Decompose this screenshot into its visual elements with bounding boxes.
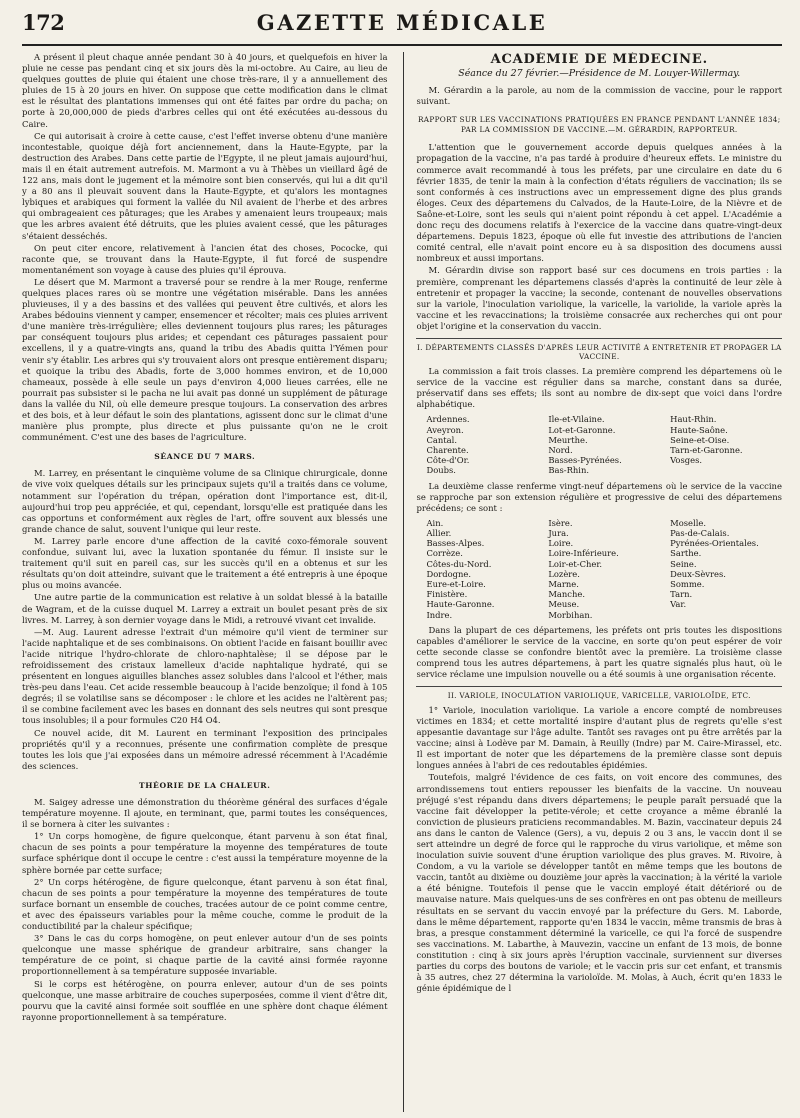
section-heading-seance: SÉANCE DU 7 MARS. (154, 452, 256, 462)
department-cell: Aveyron. (426, 424, 464, 435)
paragraph: —M. Aug. Laurent adresse l'extrait d'un mémoire qu'il vient de terminer sur l'acide naphtalique et de ses combinaisons. On obtient l'acide en faisant bouillir avec l'acide nitrique l'hydro-chlorate de chloro-naphtalèse; il se dépose par le refroidissement des cristaux lamelleux d'acide naphtalique hydraté, qui se présentent en longues aiguilles blanches assez solubles dans l'alcool et l'éther, mais très-peu dans l'eau. Cet acide ressemble beaucoup à l'acide benzoïque; il fond à 105 degrés; il se volatilise sans se décomposer : le chlore et les acides ne l'altèrent pas; il se combine facilement avec les bases en donnant des sels neutres qui sont presque tous insolubles; il a pour formules C20 H4 O4. (22, 626, 388, 726)
department-cell: Allier. (426, 528, 452, 539)
department-cell: Meuse. (548, 599, 580, 610)
department-cell: Lot-et-Garonne. (548, 424, 616, 435)
department-cell: Moselle. (670, 517, 706, 528)
department-cell: Morbihan. (548, 609, 593, 620)
section-heading-chaleur: THÉORIE DE LA CHALEUR. (139, 780, 271, 790)
horizontal-rule (416, 338, 782, 339)
paragraph: Une autre partie de la communication est relative à un soldat blessé à la bataille de Wagram, et de la cuisse duquel M. Larrey a extrait un boulet pesant près de six livres. M. Larrey, à son dernier voyage dans le Midi, a retrouvé vivant cet invalide. (22, 592, 388, 625)
page-number: 172 (22, 10, 65, 35)
department-cell: Loir-et-Cher. (548, 558, 603, 569)
paragraph: A présent il pleut chaque année pendant 30 à 40 jours, et quelquefois en hiver la pluie ne cesse pas pendant cinq et six jours dès la mi-octobre. Au Caire, au lieu de quelques gouttes de pluie qui étaient une chose très-rare, il y a annuellement des pluies de 15 à 20 jours en hiver. On suppose que cette modification dans le climat est le résultat des plantations immenses qui ont été faites par ordre du pacha; on porte à 20,000,000 de pieds d'arbres celles qui ont été exécutées au-dessous du Caire. (22, 52, 388, 129)
department-cell: Loire-Inférieure. (548, 548, 619, 559)
horizontal-rule (416, 686, 782, 687)
table-row (416, 538, 782, 548)
paragraph: Dans la plupart de ces départemens, les préfets ont pris toutes les dispositions capables d'améliorer le service de la vaccine, en sorte qu'on peut espérer de voir cette seconde classe se confondre bientôt avec la première. La troisième classe comprend tous les autres départemens, à part les quatre signalés plus haut, où le service réclame une impulsion nouvelle ou a été soumis à une organisation récente. (416, 624, 782, 680)
department-cell: Vosges. (670, 455, 703, 466)
department-cell: Var. (670, 599, 687, 610)
table-row (416, 465, 782, 475)
table-row (416, 559, 782, 569)
table-row (416, 579, 782, 589)
second-class-table (416, 518, 782, 620)
paragraph: 3° Dans le cas du corps homogène, on peut enlever autour d'un de ses points quelconque une masse sphérique de grandeur arbitraire, sans changer la température de ce point, si chaque partie de la cavité ainsi formée rayonne proportionnellement à sa température supposée invariable. (22, 933, 388, 977)
department-cell: Haute-Garonne. (426, 599, 495, 610)
paragraph: M. Larrey, en présentant le cinquième volume de sa Clinique chirurgicale, donne de vive voix quelques détails sur les principaux sujets qu'il a traités dans ce volume, notamment sur l'opération du trépan, opération dont l'importance est, dit-il, aujourd'hui trop peu appréciée, et qui, cependant, lorsqu'elle est pratiquée dans les cas opportuns et conformément aux règles de l'art, offre souvent aux blessés une grande chance de salut, souvent l'unique qui leur reste. (22, 468, 388, 534)
table-row (416, 569, 782, 579)
department-cell: Pas-de-Calais. (670, 528, 730, 539)
department-cell: Côtes-du-Nord. (426, 558, 492, 569)
paragraph: L'attention que le gouvernement accorde depuis quelques années à la propagation de la vaccine, n'a pas tardé à produire d'heureux effets. Le ministre du commerce avait recommandé à tous les préfets, par une circulaire en date du 6 février 1835, de tenir la main à la confection d'états réguliers de vaccination; ils se sont conformés à ces instructions avec un empressement digne des plus grands éloges. Ceux des départemens du Calvados, de la Haute-Loire, de la Nièvre et de Saône-et-Loire, sont les seuls qui n'aient point répondu à cet appel. L'Académie a donc reçu des documens relatifs à l'exercice de la vaccine dans quatre-vingt-deux départemens. Depuis 1823, époque où elle fut investie des attributions de l'ancien comité central, elle n'avait point encore eu à sa disposition des documens aussi nombreux et aussi importans. (416, 142, 782, 264)
department-cell: Doubs. (426, 465, 456, 476)
academie-title: ACADÉMIE DE MÉDECINE. (490, 52, 708, 67)
journal-title: GAZETTE MÉDICALE (256, 10, 548, 35)
department-cell: Seine. (670, 558, 697, 569)
department-cell: Nord. (548, 444, 573, 455)
department-cell: Ain. (426, 517, 444, 528)
column-divider (403, 52, 405, 1112)
department-cell: Bas-Rhin. (548, 465, 590, 476)
department-cell: Marne. (548, 579, 579, 590)
right-column (410, 52, 782, 1112)
paragraph: La deuxième classe renferme vingt-neuf départemens où le service de la vaccine se rapproche par son extension régulière et progressive de celui des départemens précédens; ce sont : (416, 480, 782, 513)
table-row (416, 528, 782, 538)
department-cell: Tarn. (670, 589, 693, 600)
paragraph: On peut citer encore, relativement à l'ancien état des choses, Pococke, qui raconte que, se trouvant dans la Haute-Egypte, il fut forcé de suspendre momentanément son voyage à cause des pluies qu'il éprouva. (22, 242, 388, 275)
paragraph: Si le corps est hétérogène, on pourra enlever, autour d'un de ses points quelconque, une masse arbitraire de couches superposées, comme il vient d'être dit, pourvu que la cavité ainsi formée soit soufflée en une sphère dont chaque élément rayonne proportionnellement à sa température. (22, 978, 388, 1022)
department-cell: Eure-et-Loire. (426, 579, 486, 590)
department-cell: Côte-d'Or. (426, 455, 470, 466)
department-cell: Seine-et-Oise. (670, 434, 730, 445)
department-cell: Basses-Alpes. (426, 538, 485, 549)
paragraph: M. Larrey parle encore d'une affection de la cavité coxo-fémorale souvent confondue, suivant lui, avec la luxation spontanée du fémur. Il insiste sur le traitement qu'il suit en pareil cas, sur les succès qu'il en a obtenus et sur les résultats qu'on doit atteindre, suivant que le traitement a été entrepris à une époque plus ou moins avancée. (22, 535, 388, 591)
table-row (416, 435, 782, 445)
department-cell: Finistère. (426, 589, 468, 600)
paragraph: 2° Un corps hétérogène, de figure quelconque, étant parvenu à son état final, chacun de ses points a pour température la moyenne des températures de toute surface bornant un ensemble de couches, tracées autour de ce point comme centre, et avec des épaisseurs variables pour la même couche, comme le produit de la conductibilité par la chaleur spécifique; (22, 876, 388, 932)
paragraph: M. Saigey adresse une démonstration du théorème général des surfaces d'égale température moyenne. Il ajoute, en terminant, que, parmi toutes les conséquences, il se bornera à citer les suivantes : (22, 797, 388, 830)
department-cell: Ile-et-Vilaine. (548, 414, 605, 425)
table-row (416, 599, 782, 609)
table-row (416, 425, 782, 435)
department-cell: Haut-Rhin. (670, 414, 717, 425)
section-heading-departments: I. DÉPARTEMENTS CLASSÉS D'APRÈS LEUR ACTIVITÉ A ENTRETENIR ET PROPAGER LA VACCINE. (416, 342, 782, 362)
department-cell: Cantal. (426, 434, 457, 445)
department-cell: Pyrénées-Orientales. (670, 538, 759, 549)
department-cell: Meurthe. (548, 434, 588, 445)
paragraph: M. Gérardin divise son rapport basé sur ces documens en trois parties : la première, comprenant les départemens classés d'après la continuité de leur zèle à entretenir et propager la vaccine; la seconde, contenant de nouvelles observations sur la variole, l'inoculation variolique, la varicelle, la variolide, la variole après la vaccine et les revaccinations; la troisième consacrée aux recherches qui ont pour objet l'origine et la conservation du vaccin. (416, 265, 782, 331)
columns (22, 52, 782, 1112)
masthead (22, 10, 782, 46)
paragraph: Ce qui autorisait à croire à cette cause, c'est l'effet inverse obtenu d'une manière incontestable, quoique déjà fort anciennement, dans la Haute-Egypte, par la destruction des Arabes. Dans cette partie de l'Egypte, il ne pleut jamais aujourd'hui, mais il en était autrement autrefois. M. Marmont a vu à Thèbes un vieillard âgé de 122 ans, mais dont le jugement et la mémoire sont bien conservés, qui lui a dit qu'il y a 80 ans il pleuvait souvent dans la Haute-Egypte, et qu'alors les montagnes lybiques et arabiques qui forment la vallée du Nil avaient de l'herbe et des arbres qui ombrageaient ces pâturages; que les Arabes y amenaient leurs troupeaux; mais que les arbres avaient été détruits, que les pluies avaient cessé, que les pâturages s'étaient desséchés. (22, 130, 388, 241)
table-row (416, 445, 782, 455)
department-cell: Ardennes. (426, 414, 470, 425)
department-cell (660, 610, 782, 620)
paragraph: Ce nouvel acide, dit M. Laurent en terminant l'exposition des principales propriétés qu'il y a reconnues, présente une confirmation complète de presque toutes les lois que j'ai exposées dans un mémoire adressé récemment à l'Académie des sciences. (22, 727, 388, 771)
department-cell: Corrèze. (426, 548, 463, 559)
table-row (416, 610, 782, 620)
department-cell: Haute-Saône. (670, 424, 728, 435)
department-cell: Charente. (426, 444, 469, 455)
left-column (22, 52, 397, 1112)
department-cell: Manche. (548, 589, 585, 600)
department-cell: Isère. (548, 517, 573, 528)
paragraph: Le désert que M. Marmont a traversé pour se rendre à la mer Rouge, renferme quelques places rares où se montre une végétation misérable. Dans les années pluvieuses, il y a des bassins et des vallées qui peuvent être cultivés, et alors les Arabes bédouins viennent y camper, ensemencer et récolter; mais ces pluies arrivent d'une manière très-irrégulière; elles deviennent toujours plus rares; les pâturages par conséquent toujours plus arides; et cependant ces pâturages passaient pour excellens, il y a quatre-vingts ans, quand la tribu des Abadis quitta l'Yémen pour venir s'y établir. Les arbres qui s'y trouvaient alors ont presque entièrement disparu; et quoique la tribu des Abadis, forte de 3,000 hommes environ, et de 10,000 chameaux, possède à elle seule un pays d'environ 4,000 lieues carrées, elle ne pourrait pas subsister si le pacha ne lui avait pas donné un supplément de pâturage dans la vallée du Nil, où elle demeure presque toujours. La conservation des arbres et des bois, et à leur défaut le soin des plantations, agissent donc sur le climat d'une manière plus prompte, plus directe et plus puissante qu'on ne le croit communément. C'est une des bases de l'agriculture. (22, 276, 388, 443)
paragraph: M. Gérardin a la parole, au nom de la commission de vaccine, pour le rapport suivant. (416, 85, 782, 107)
seance-line: Séance du 27 février.—Présidence de M. Louyer-Willermay. (458, 68, 741, 80)
department-cell: Lozère. (548, 568, 580, 579)
department-cell (660, 465, 782, 475)
paragraph: 1° Un corps homogène, de figure quelconque, étant parvenu à son état final, chacun de ses points a pour température la moyenne des températures de toute surface sphérique dont il occupe le centre : c'est aussi la température moyenne de la sphère bornée par cette surface; (22, 831, 388, 875)
table-row (416, 414, 782, 424)
department-cell: Somme. (670, 579, 705, 590)
department-cell: Indre. (426, 609, 453, 620)
department-cell: Deux-Sèvres. (670, 568, 726, 579)
first-class-table (416, 414, 782, 475)
department-cell: Sarthe. (670, 548, 702, 559)
paragraph: La commission a fait trois classes. La première comprend les départemens où le service de la vaccine est régulier dans sa marche, constant dans sa durée, préservatif dans ses effets; ils sont au nombre de dix-sept que voici dans l'ordre alphabétique. (416, 365, 782, 410)
department-cell: Jura. (548, 528, 569, 539)
department-cell: Basses-Pyrénées. (548, 455, 622, 466)
department-cell: Loire. (548, 538, 574, 549)
table-row (416, 548, 782, 558)
table-row (416, 518, 782, 528)
department-cell: Tarn-et-Garonne. (670, 444, 743, 455)
paragraph: Toutefois, malgré l'évidence de ces faits, on voit encore des communes, des arrondissemens tout entiers repousser les bienfaits de la vaccine. Un nouveau préjugé s'est répandu dans divers départemens; le peuple paraît persuadé que la vaccine fait développer la petite-vérole; et cette croyance a même ébranlé la conviction de plusieurs praticiens recommandables. M. Bazin, vaccinateur depuis 24 ans dans le canton de Valence (Gers), a vu, depuis 2 ou 3 ans, le vaccin dont il se sert atteindre un degré de force qui le rapproche du virus variolique, et même son inoculation suivie souvent d'une éruption variolique des plus graves. M. Rivoire, à Condom, a vu la variole se développer tantôt en même temps que les boutons de vaccin, tantôt au dixième ou douzième jour après la vaccination; à la vérité la variole a été bénigne. Toutefois il pense que le vaccin employé était détérioré ou de mauvaise nature. Mais quelques-uns de ses confrères en ont pas obtenu de meilleurs résultats en se servant du vaccin envoyé par la préfecture du Gers. M. Laborde, dans le même département, rapporte qu'en 1834 le vaccin, même transmis de bras à bras, a presque constamment déterminé la varicelle, ce qui l'a forcé de suspendre ses vaccinations. M. Labarthe, à Mauvezin, vaccine un enfant de 13 mois, de bonne constitution : cinq à six jours après l'éruption vaccinale, surviennent sur diverses parties du corps des boutons de variole; et le vaccin pris sur cet enfant, et transmis à 35 autres, chez 27 détermina la varioloïde. M. Molas, à Auch, écrit qu'en 1833 le génie épidémique de l (416, 772, 782, 994)
table-row (416, 455, 782, 465)
paragraph: 1° Variole, inoculation variolique. La variole a encore compté de nombreuses victimes en 1834; et cette mortalité inspire d'autant plus de regrets qu'elle s'est appesantie davantage sur l'âge adulte. Tantôt ses ravages ont pu être arrêtés par la vaccine; ainsi à Lodève par M. Damain, à Reuilly (Indre) par M. Caire-Mirassel, etc. Il est important de noter que les départemens de la première classe sont depuis longues années à l'abri de ces redoutables épidémies. (416, 704, 782, 771)
report-title: RAPPORT SUR LES VACCINATIONS PRATIQUÉES EN FRANCE PENDANT L'ANNÉE 1834; PAR LA COMMISSION DE VACCINE.—M. GÉRARDIN, RAPPORTEUR. (418, 115, 781, 134)
section-heading-variole: II. VARIOLE, INOCULATION VARIOLIQUE, VARICELLE, VARIOLOÏDE, ETC. (447, 691, 751, 701)
department-cell: Dordogne. (426, 568, 472, 579)
table-row (416, 589, 782, 599)
